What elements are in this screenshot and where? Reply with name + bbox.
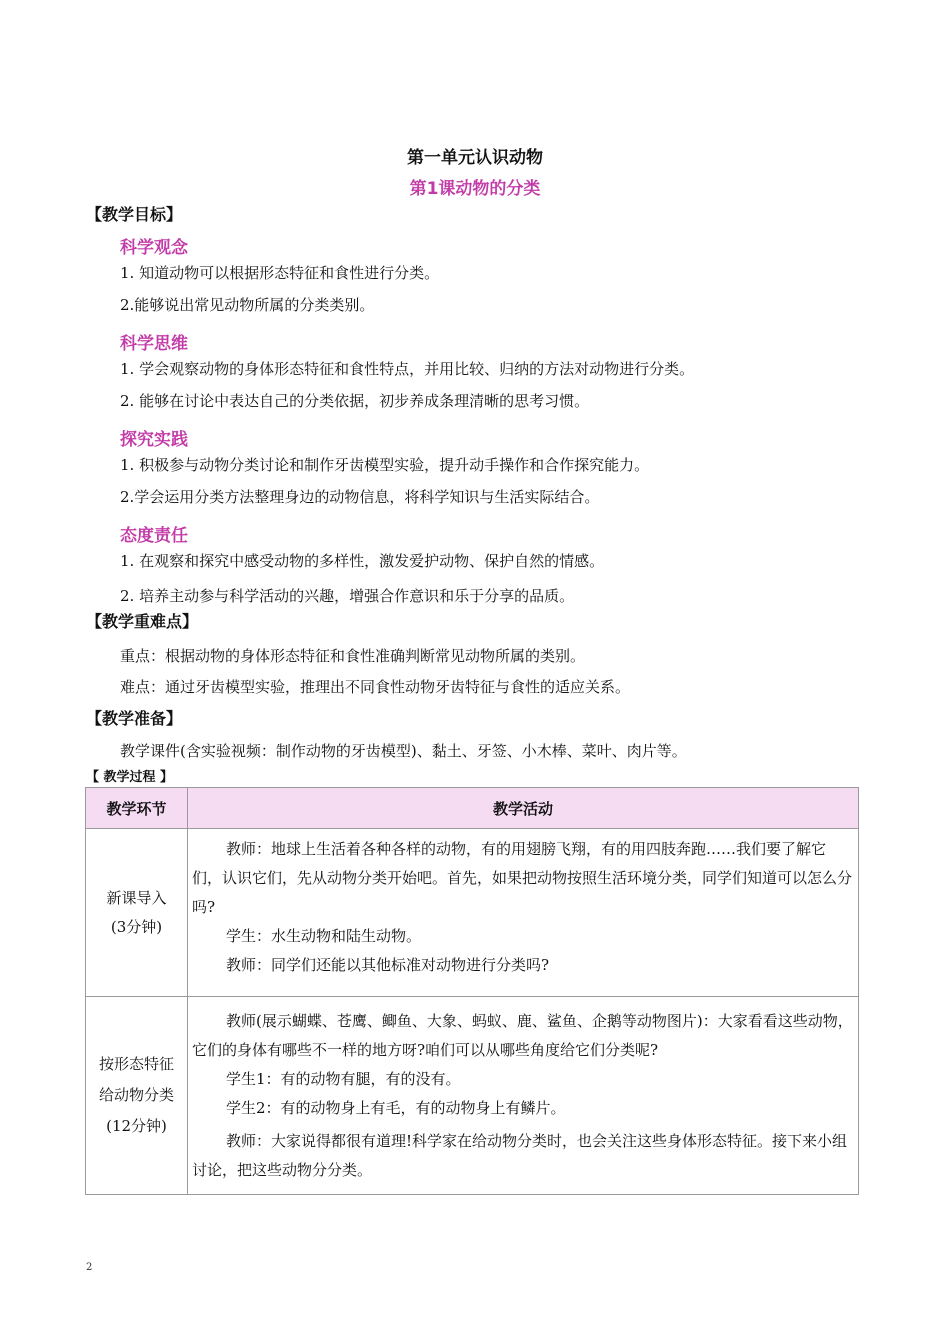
objective-item: 2.能够说出常见动物所属的分类类别。	[120, 296, 375, 314]
key-points-heading: 【教学重难点】	[86, 612, 199, 631]
lesson-title: 第1课动物的分类	[409, 179, 541, 199]
table-row	[86, 997, 859, 1195]
objective-item: 1. 积极参与动物分类讨论和制作牙齿模型实验，提升动手操作和合作探究能力。	[120, 456, 650, 474]
stage-line: (12分钟)	[106, 1117, 167, 1135]
objective-item: 2.学会运用分类方法整理身边的动物信息，将科学知识与生活实际结合。	[120, 488, 600, 506]
objective-item: 2. 培养主动参与科学活动的兴趣，增强合作意识和乐于分享的品质。	[120, 587, 575, 605]
objective-item: 1. 学会观察动物的身体形态特征和食性特点，并用比较、归纳的方法对动物进行分类。	[120, 360, 695, 378]
objective-item: 1. 知道动物可以根据形态特征和食性进行分类。	[120, 264, 440, 282]
objective-group-title: 科学思维	[120, 334, 188, 354]
objective-item: 2. 能够在讨论中表达自己的分类依据，初步养成条理清晰的思考习惯。	[120, 392, 590, 410]
preparation-heading: 【教学准备】	[86, 709, 183, 728]
objective-item: 1. 在观察和探究中感受动物的多样性，激发爱护动物、保护自然的情感。	[120, 552, 605, 570]
stage-cell	[86, 829, 188, 997]
activity-paragraph: 教师：同学们还能以其他标准对动物进行分类吗?	[226, 956, 550, 974]
stage-line: 给动物分类	[98, 1086, 174, 1104]
stage-line: 按形态特征	[98, 1055, 174, 1073]
activity-paragraph: 教师：地球上生活着各种各样的动物，有的用翅膀飞翔，有的用四肢奔跑……我们要了解它们，认识它们，先从动物分类开始吧。首先，如果把动物按照生活环境分类，同学们知道可以怎么分吗?	[192, 840, 853, 916]
stage-line: 新课导入	[106, 888, 167, 907]
col-stage-header: 教学环节	[86, 788, 188, 829]
objective-group-title: 态度责任	[120, 526, 188, 546]
activity-paragraph: 学生1：有的动物有腿，有的没有。	[226, 1070, 461, 1088]
process-table	[85, 787, 859, 1195]
activity-cell	[188, 997, 859, 1195]
stage-cell	[86, 997, 188, 1195]
activity-paragraph: 教师(展示蝴蝶、苍鹰、鲫鱼、大象、蚂蚁、鹿、鲨鱼、企鹅等动物图片)：大家看看这些动物，它们的身体有哪些不一样的地方呀?咱们可以从哪些角度给它们分类呢?	[192, 1012, 853, 1059]
process-heading: 【 教学过程 】	[86, 770, 174, 785]
objective-group-title: 科学观念	[120, 238, 188, 258]
page-number: 2	[86, 1262, 93, 1273]
key-point-difficult: 难点：通过牙齿模型实验，推理出不同食性动物牙齿特征与食性的适应关系。	[120, 678, 631, 696]
stage-line: (3分钟)	[110, 917, 163, 936]
unit-title: 第一单元认识动物	[407, 148, 543, 168]
table-row	[86, 829, 859, 997]
activity-paragraph: 学生：水生动物和陆生动物。	[226, 927, 422, 945]
activity-paragraph: 学生2：有的动物身上有毛，有的动物身上有鳞片。	[226, 1099, 566, 1117]
preparation-text: 教学课件(含实验视频：制作动物的牙齿模型)、黏土、牙签、小木棒、菜叶、肉片等。	[120, 742, 687, 760]
activity-cell	[188, 829, 859, 997]
key-point-important: 重点：根据动物的身体形态特征和食性准确判断常见动物所属的类别。	[120, 647, 586, 665]
table-header-row	[86, 788, 859, 829]
objective-group-title: 探究实践	[120, 430, 188, 450]
col-activity-header: 教学活动	[188, 788, 859, 829]
objectives-heading: 【教学目标】	[86, 205, 183, 224]
activity-paragraph: 教师：大家说得都很有道理!科学家在给动物分类时，也会关注这些身体形态特征。接下来小组讨论，把这些动物分分类。	[192, 1132, 848, 1179]
